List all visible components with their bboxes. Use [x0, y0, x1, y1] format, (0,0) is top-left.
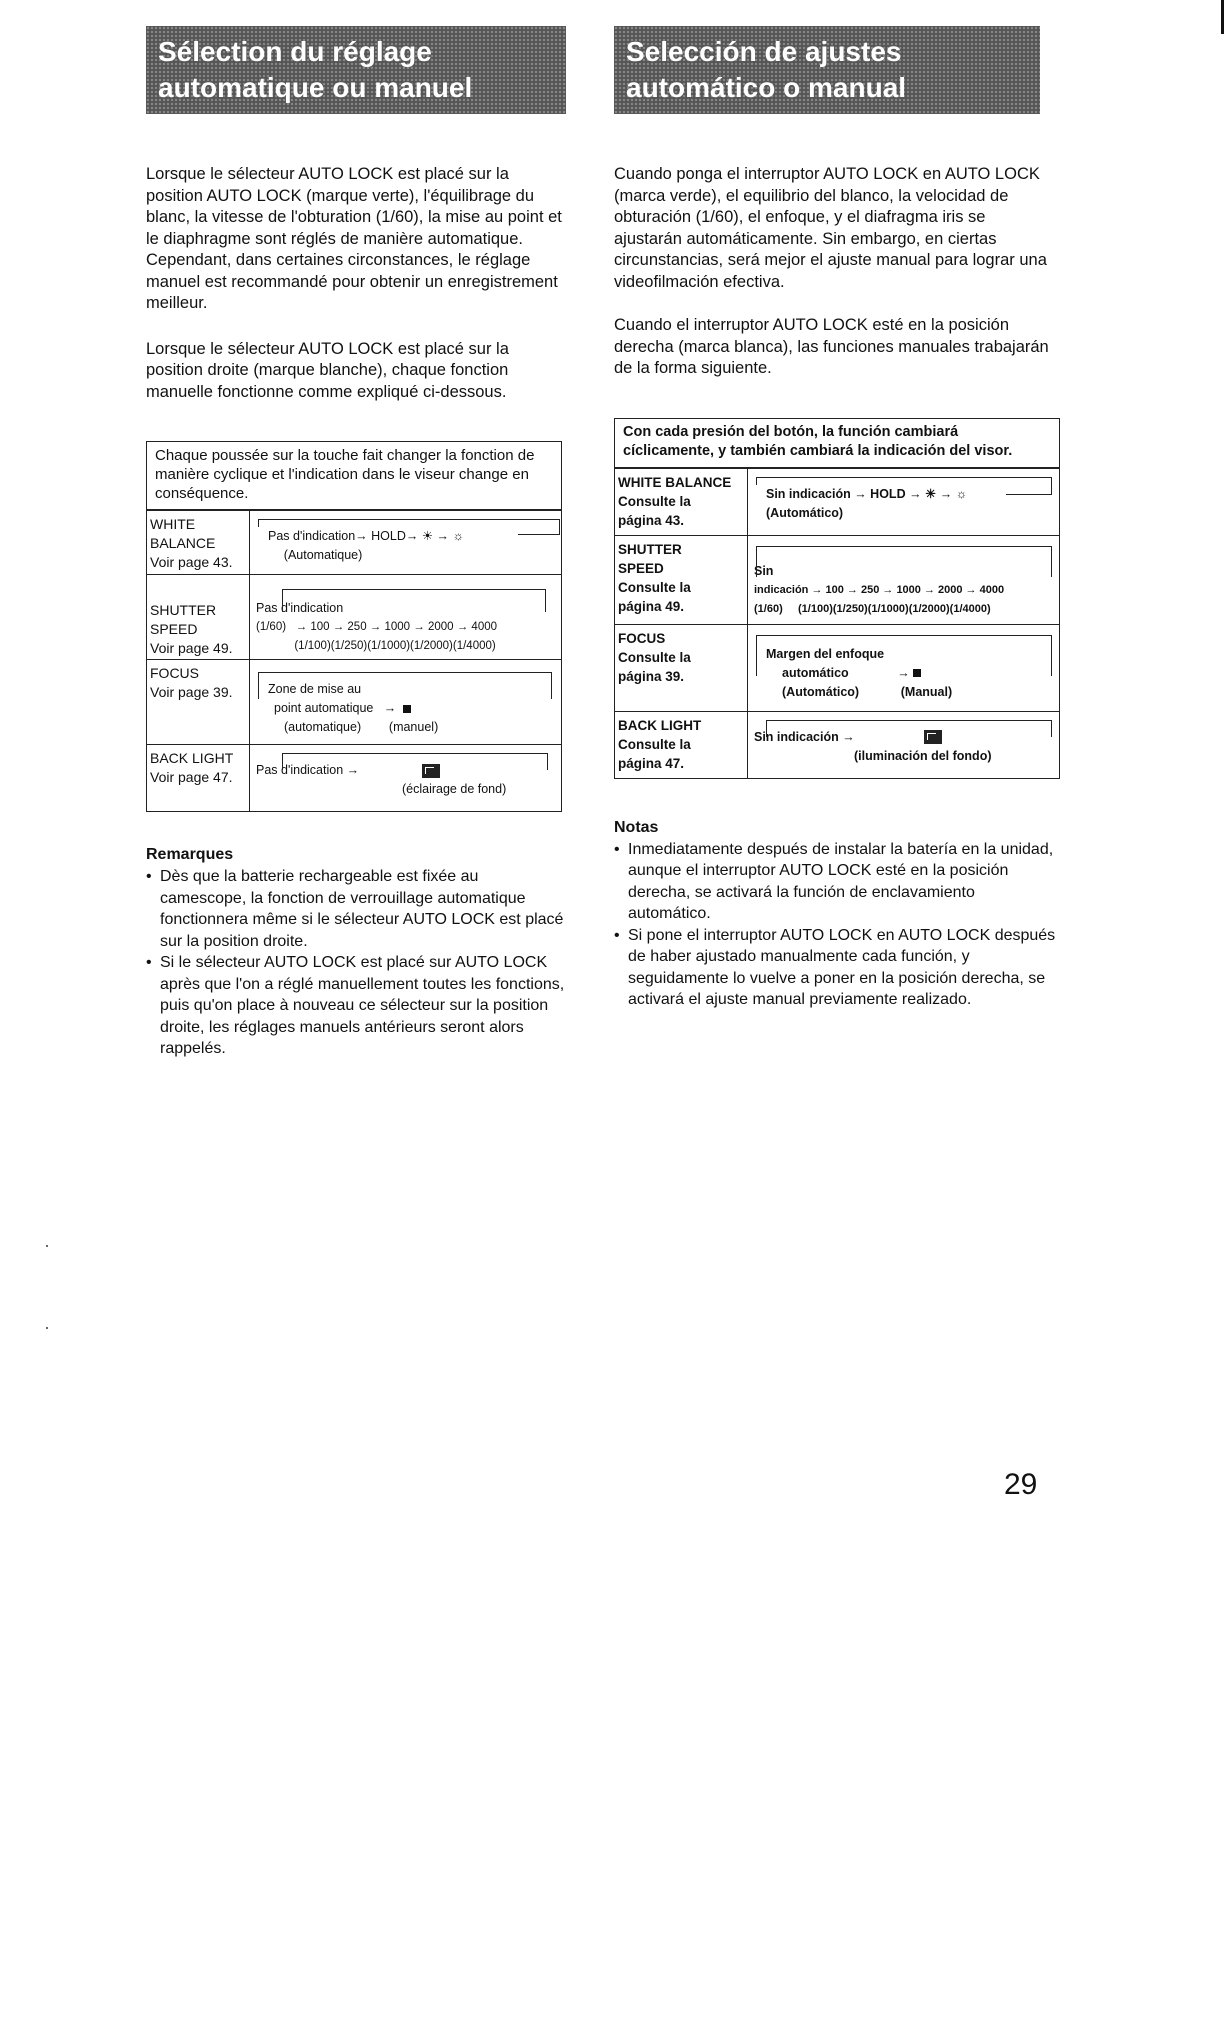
french-function-table: [146, 441, 562, 812]
backlight-icon: [422, 764, 440, 778]
cycle-loop-line: [282, 753, 548, 770]
cycle-text: Margen del enfoque: [766, 646, 885, 661]
cycle-text: (éclairage de fond): [402, 782, 507, 796]
cycle-text: (1/60) (1/100)(1/250)(1/1000)(1/2000)(1/4000): [754, 602, 991, 615]
manual-square-icon: [403, 705, 411, 713]
french-row-label: SHUTTER SPEED Voir page 49.: [147, 575, 250, 659]
scan-speck: [46, 1245, 48, 1247]
french-row-cycle: [250, 660, 561, 744]
cycle-text: (automatique) (manuel): [284, 720, 439, 734]
cycle-text: (Automático): [766, 505, 844, 520]
cycle-text: Pas d'indication →: [256, 763, 360, 777]
french-row-cycle: [250, 575, 561, 659]
cycle-text: point automatique: [274, 701, 374, 715]
spanish-title: [614, 26, 1040, 114]
french-row-label: FOCUS Voir page 39.: [147, 660, 250, 744]
spanish-note-item: • Inmediatamente después de instalar la batería en la unidad, aunque el interruptor AUTO LOCK esté en la posición derecha, se activará la función de enclavamiento automático.: [614, 839, 1056, 925]
spanish-row-label: BACK LIGHT Consulte la página 47.: [615, 712, 748, 778]
cycle-text: Pas d'indication: [256, 601, 344, 615]
french-title: [146, 26, 566, 114]
spanish-paragraph-1: Cuando ponga el interruptor AUTO LOCK en AUTO LOCK (marca verde), el equilibrio del blanco, la velocidad de obturación (1/60), el enfoque, y el diafragma iris se ajustarán automáticamente. Sin embargo, en ciertas circunstancias, será mejor el ajuste manual para lograr una videofilmación efectiva.: [614, 165, 1047, 291]
backlight-icon: [924, 730, 942, 744]
spanish-function-table: [614, 418, 1060, 779]
spanish-row-cycle: [748, 625, 1059, 711]
spanish-table-intro: Con cada presión del botón, la función cambiará cíclicamente, y también cambiará la indicación del visor.: [615, 419, 1059, 468]
spanish-row-cycle: [748, 712, 1059, 778]
cycle-text: Zone de mise au: [268, 682, 362, 696]
spanish-notes: [614, 817, 1056, 1011]
cycle-text: Sin: [754, 563, 774, 578]
spanish-note-item: • Si pone el interruptor AUTO LOCK en AUTO LOCK después de haber ajustado manualmente cada función, y seguidamente lo vuelve a poner en la posición derecha, se activará el ajuste manual previamente realizado.: [614, 925, 1056, 1011]
spanish-row-label: SHUTTER SPEED Consulte la página 49.: [615, 536, 748, 624]
page-number: 29: [1004, 1468, 1038, 1501]
french-notes-title: Remarques: [146, 846, 234, 863]
french-column: [146, 26, 566, 1060]
french-row-focus: [147, 659, 561, 744]
french-note-item: • Si le sélecteur AUTO LOCK est placé sur AUTO LOCK après que l'on a réglé manuellement toutes les fonctions, puis qu'on place à nouveau ce sélecteur sur la position droite, les réglages manuels antérieurs seront alors rappelés.: [146, 952, 566, 1060]
spanish-title-line2: automático o manual: [626, 72, 907, 103]
cycle-text: Sin indicación → HOLD → ☀ → ☼: [754, 485, 1006, 504]
cycle-text: (1/60) → 100 → 250 → 1000 → 2000 → 4000: [256, 621, 498, 633]
french-notes: [146, 844, 566, 1060]
french-title-line1: Sélection du réglage: [158, 36, 432, 67]
cycle-text: Pas d'indication→ HOLD→ ☀ → ☼: [256, 527, 518, 546]
cycle-text: (Automático) (Manual): [782, 684, 953, 699]
cycle-text: (1/100)(1/250)(1/1000)(1/2000)(1/4000): [256, 640, 496, 652]
spanish-paragraph-2: Cuando el interruptor AUTO LOCK esté en la posición derecha (marca blanca), las funciones manuales trabajarán de la forma siguiente.: [614, 316, 1049, 377]
french-paragraph-2: Lorsque le sélecteur AUTO LOCK est placé sur la position droite (marque blanche), chaque fonction manuelle fonctionne comme expliqué ci-dessous.: [146, 339, 509, 401]
french-title-line2: automatique ou manuel: [158, 72, 473, 103]
cycle-loop-line: [766, 720, 1052, 737]
spanish-notes-title: Notas: [614, 818, 659, 836]
cycle-text: (iluminación del fondo): [854, 748, 992, 763]
cycle-text: automático →: [782, 665, 910, 680]
cycle-text: indicación → 100 → 250 → 1000 → 2000 → 4000: [754, 583, 1005, 596]
cycle-text: point automatique →: [256, 699, 555, 718]
spanish-row-cycle: [748, 536, 1059, 624]
spanish-row-label: WHITE BALANCE Consulte la página 43.: [615, 469, 748, 535]
french-row-cycle: [250, 745, 561, 811]
spanish-column: [614, 26, 1056, 1011]
spanish-row-focus: [615, 624, 1059, 711]
spanish-row-label: FOCUS Consulte la página 39.: [615, 625, 748, 711]
spanish-row-white-balance: [615, 468, 1059, 535]
spanish-row-back-light: [615, 711, 1059, 778]
scan-speck: [46, 1327, 48, 1329]
cycle-text: Sin indicación →: [754, 729, 855, 744]
spanish-row-shutter-speed: [615, 535, 1059, 624]
spanish-row-cycle: [748, 469, 1059, 535]
cycle-loop-line: [282, 589, 546, 612]
french-row-shutter-speed: [147, 574, 561, 659]
cycle-loop-line: [258, 672, 552, 699]
page-edge-mark: [1221, 0, 1224, 34]
cycle-text: (Automatique): [256, 548, 363, 562]
spanish-title-line1: Selección de ajustes: [626, 36, 902, 67]
french-table-intro: Chaque poussée sur la touche fait changer la fonction de manière cyclique et l'indication dans le viseur change en conséquence.: [147, 442, 561, 510]
cycle-loop-line: [756, 546, 1052, 577]
french-note-item: • Dès que la batterie rechargeable est fixée au camescope, la fonction de verrouillage automatique fonctionnera même si le sélecteur AUTO LOCK est placé sur la position droite.: [146, 866, 566, 952]
french-row-white-balance: [147, 510, 561, 574]
french-row-cycle: [250, 511, 561, 574]
french-row-back-light: [147, 744, 561, 811]
french-row-label: WHITE BALANCE Voir page 43.: [147, 511, 250, 574]
french-row-label: BACK LIGHT Voir page 47.: [147, 745, 250, 811]
french-paragraph-1: Lorsque le sélecteur AUTO LOCK est placé sur la position AUTO LOCK (marque verte), l'équilibrage du blanc, la vitesse de l'obturation (1/60), la mise au point et le diaphragme sont réglés de manière automatique. Cependant, dans certaines circonstances, le réglage manuel est recommandé pour obtenir un enregistrement meilleur.: [146, 165, 562, 312]
cycle-loop-line: [756, 635, 1052, 676]
